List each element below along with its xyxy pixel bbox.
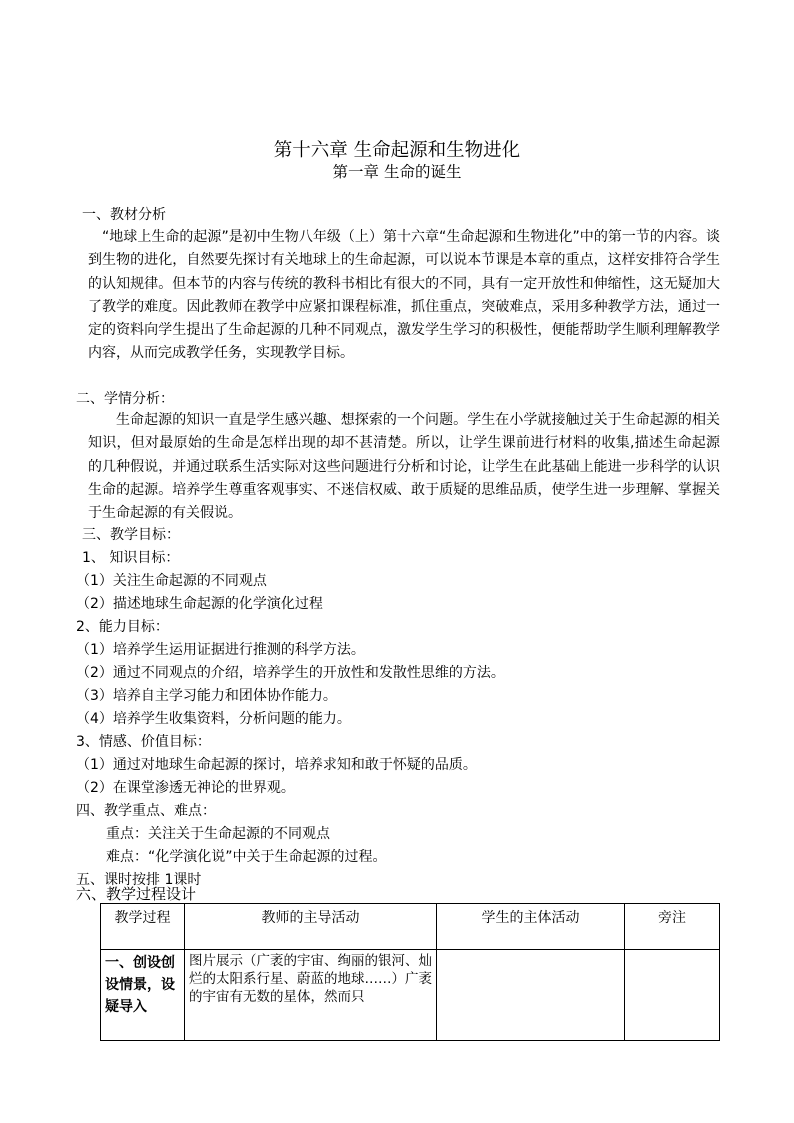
row-student-activity (437, 950, 625, 1041)
difficult-point: 难点：“化学演化说”中关于生命起源的过程。 (106, 849, 387, 865)
objective-emotion: 3、情感、价值目标： (76, 734, 211, 750)
paragraph-textbook-analysis: “地球上生命的起源”是初中生物八年级（上）第十六章“生命起源和生物进化”中的第一节的内容。谈到生物的进化，自然要先探讨有关地球上的生命起源，可以说本节课是本章的重点，这样安排符合学生的认知规律。但本节的内容与传统的教科书相比有很大的不同，具有一定开放性和伸缩性，这无疑加大了教学的难度。因此教师在教学中应紧扣课程标准，抓住重点，突破难点，采用多种教学方法，通过一定的资料向学生提出了生命起源的几种不同观点，激发学生学习的积极性，便能帮助学生顺利理解教学内容，从而完成教学任务，实现教学目标。 (88, 229, 720, 362)
section-subtitle: 第一章 生命的诞生 (332, 163, 462, 181)
teaching-process-table (100, 903, 720, 1041)
header-notes: 旁注 (625, 904, 720, 950)
row-stage: 一、创设创设情景，设疑导入 (101, 950, 185, 1041)
header-student-activity: 学生的主体活动 (437, 904, 625, 950)
heading-learner-analysis: 二、学情分析： (76, 391, 174, 407)
objective-knowledge-1: （1）关注生命起源的不同观点 (76, 573, 267, 589)
heading-key-points: 四、教学重点、难点： (76, 803, 216, 819)
row-notes (625, 950, 720, 1041)
objective-ability: 2、能力目标： (76, 619, 169, 635)
objective-knowledge-2: （2）描述地球生命起源的化学演化过程 (76, 596, 323, 612)
objective-ability-3: （3）培养自主学习能力和团体协作能力。 (76, 688, 337, 704)
heading-class-hours: 五、课时按排 1课时 (76, 872, 202, 888)
table-header-row (101, 904, 720, 950)
table-row (101, 950, 720, 1041)
heading-textbook-analysis: 一、教材分析 (82, 207, 166, 223)
paragraph-learner-analysis: 生命起源的知识一直是学生感兴趣、想探索的一个问题。学生在小学就接触过关于生命起源的相关知识，但对最原始的生命是怎样出现的却不甚清楚。所以，让学生课前进行材料的收集,描述生命起源的几种假说，并通过联系生活实际对这些问题进行分析和讨论，让学生在此基础上能进一步科学的认识生命的起源。培养学生尊重客观事实、不迷信权威、敢于质疑的思维品质，使学生进一步理解、掌握关于生命起源的有关假说。 (88, 412, 720, 522)
row-teacher-activity: 图片展示（广袤的宇宙、绚丽的银河、灿烂的太阳系行星、蔚蓝的地球……）广袤的宇宙有无数的星体，然而只 (185, 950, 437, 1041)
header-teaching-process: 教学过程 (101, 904, 185, 950)
objective-ability-1: （1）培养学生运用证据进行推测的科学方法。 (76, 642, 365, 658)
objective-emotion-2: （2）在课堂渗透无神论的世界观。 (76, 780, 295, 796)
objective-ability-4: （4）培养学生收集资料，分析问题的能力。 (76, 711, 351, 727)
objective-knowledge: 1、 知识目标： (82, 550, 180, 566)
objective-ability-2: （2）通过不同观点的介绍，培养学生的开放性和发散性思维的方法。 (76, 665, 505, 681)
key-point: 重点：关注关于生命起源的不同观点 (106, 826, 330, 842)
objective-emotion-1: （1）通过对地球生命起源的探讨，培养求知和敢于怀疑的品质。 (76, 757, 477, 773)
chapter-title: 第十六章 生命起源和生物进化 (273, 140, 521, 161)
heading-teaching-objectives: 三、教学目标： (82, 527, 180, 543)
heading-process-design: 六、教学过程设计 (76, 885, 197, 903)
header-teacher-activity: 教师的主导活动 (185, 904, 437, 950)
